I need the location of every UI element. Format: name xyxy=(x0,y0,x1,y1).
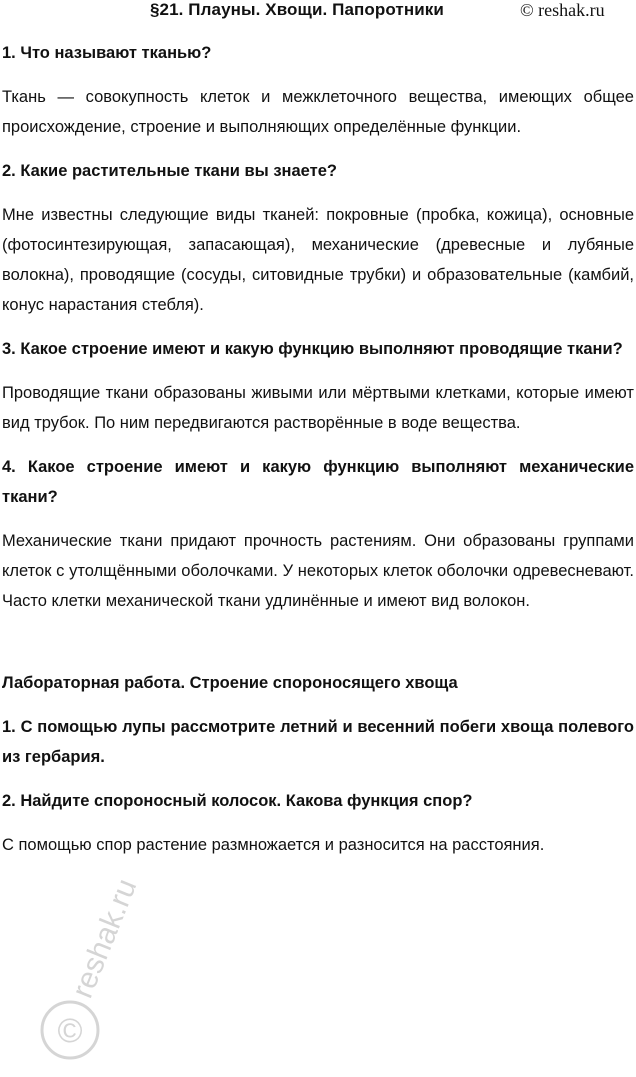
brand-label: © reshak.ru xyxy=(520,0,605,20)
answer-1: Ткань — совокупность клеток и межклеточного вещества, имеющих общее происхождение, строение и выполняющих определённые функции. xyxy=(2,88,634,136)
document-body xyxy=(2,38,634,860)
page-header xyxy=(0,0,636,28)
page-title: §21. Плауны. Хвощи. Папоротники xyxy=(150,0,444,19)
question-2: 2. Какие растительные ткани вы знаете? xyxy=(2,162,337,180)
question-3: 3. Какое строение имеют и какую функцию выполняют проводящие ткани? xyxy=(2,340,623,358)
answer-4: Механические ткани придают прочность растениям. Они образованы группами клеток с утолщёнными оболочками. У некоторых клеток оболочки одревесневают. Часто клетки механической ткани удлинённые и имеют вид волокон. xyxy=(2,532,634,610)
answer-3: Проводящие ткани образованы живыми или мёртвыми клетками, которые имеют вид трубок. По ним передвигаются растворённые в воде вещества. xyxy=(2,384,634,432)
question-1: 1. Что называют тканью? xyxy=(2,44,212,62)
question-4: 4. Какое строение имеют и какую функцию выполняют механические ткани? xyxy=(2,458,634,506)
reshak-watermark-icon xyxy=(30,870,170,1070)
answer-2: Мне известны следующие виды тканей: покровные (пробка, кожица), основные (фотосинтезирующая, запасающая), механические (древесные и лубяные волокна), проводящие (сосуды, ситовидные трубки) и образовательные (камбий, конус нарастания стебля). xyxy=(2,206,634,314)
lab-question-2: 2. Найдите спороносный колосок. Какова функция спор? xyxy=(2,792,473,810)
lab-answer-2: С помощью спор растение размножается и разносится на расстояния. xyxy=(2,836,545,854)
watermark-text: reshak.ru xyxy=(65,874,144,1003)
watermark-symbol: © xyxy=(57,1012,83,1050)
lab-question-1: 1. С помощью лупы рассмотрите летний и весенний побеги хвоща полевого из гербария. xyxy=(2,718,634,766)
lab-title: Лабораторная работа. Строение спороносящего хвоща xyxy=(2,674,458,692)
